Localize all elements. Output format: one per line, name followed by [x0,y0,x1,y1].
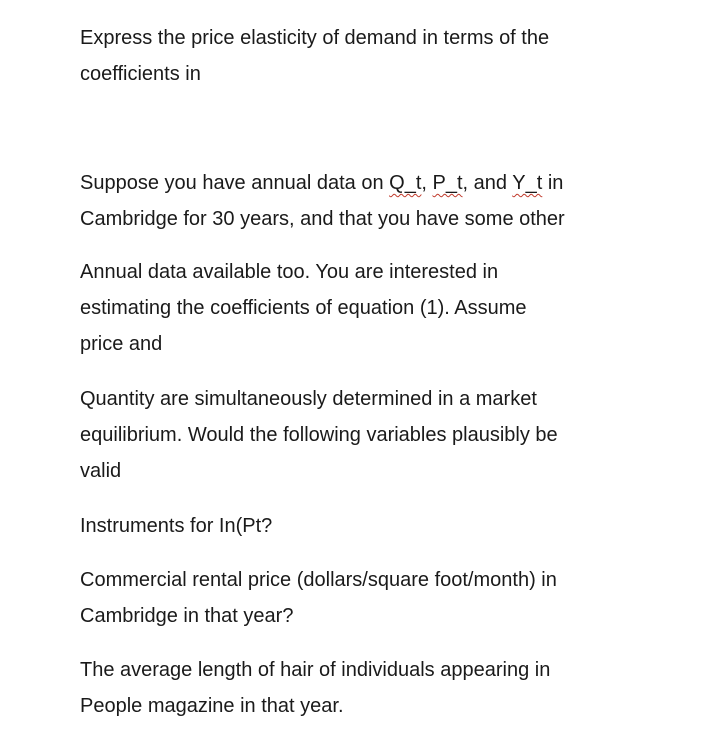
text-line: Annual data available too. You are interested in [80,261,499,283]
text-line: price and [80,333,163,355]
text-line: The average length of hair of individuals appearing in [80,659,551,681]
variable-y-t: Y_t [512,172,543,194]
paragraph-annual-data [80,165,680,237]
variable-p-t: P_t [432,172,463,194]
text-line: Instruments for In(Pt? [80,515,273,537]
text-line: Cambridge in that year? [80,605,294,627]
text-line: People magazine in that year. [80,695,344,717]
text-line: Cambridge for 30 years, and that you have some other [80,208,565,230]
text-line: equilibrium. Would the following variables plausibly be [80,424,558,446]
text-fragment: in [542,172,564,194]
paragraph-annual-data-continued [80,254,680,362]
paragraph-hair-length [80,652,680,724]
paragraph-quantity [80,381,680,489]
text-line: Express the price elasticity of demand in terms of the [80,27,550,49]
text-fragment: , and [462,172,513,194]
paragraph-commercial-rental [80,562,680,634]
text-fragment: Suppose you have annual data on [80,172,390,194]
text-line: valid [80,460,122,482]
text-line-with-variables [80,165,680,201]
text-line: estimating the coefficients of equation (1). Assume [80,297,527,319]
text-line: Commercial rental price (dollars/square foot/month) in [80,569,557,591]
paragraph-instruments [80,508,680,544]
paragraph-elasticity [80,20,680,92]
text-line: coefficients in [80,63,201,85]
text-line: Quantity are simultaneously determined in a market [80,388,537,410]
variable-q-t: Q_t [389,172,422,194]
text-fragment: , [421,172,433,194]
